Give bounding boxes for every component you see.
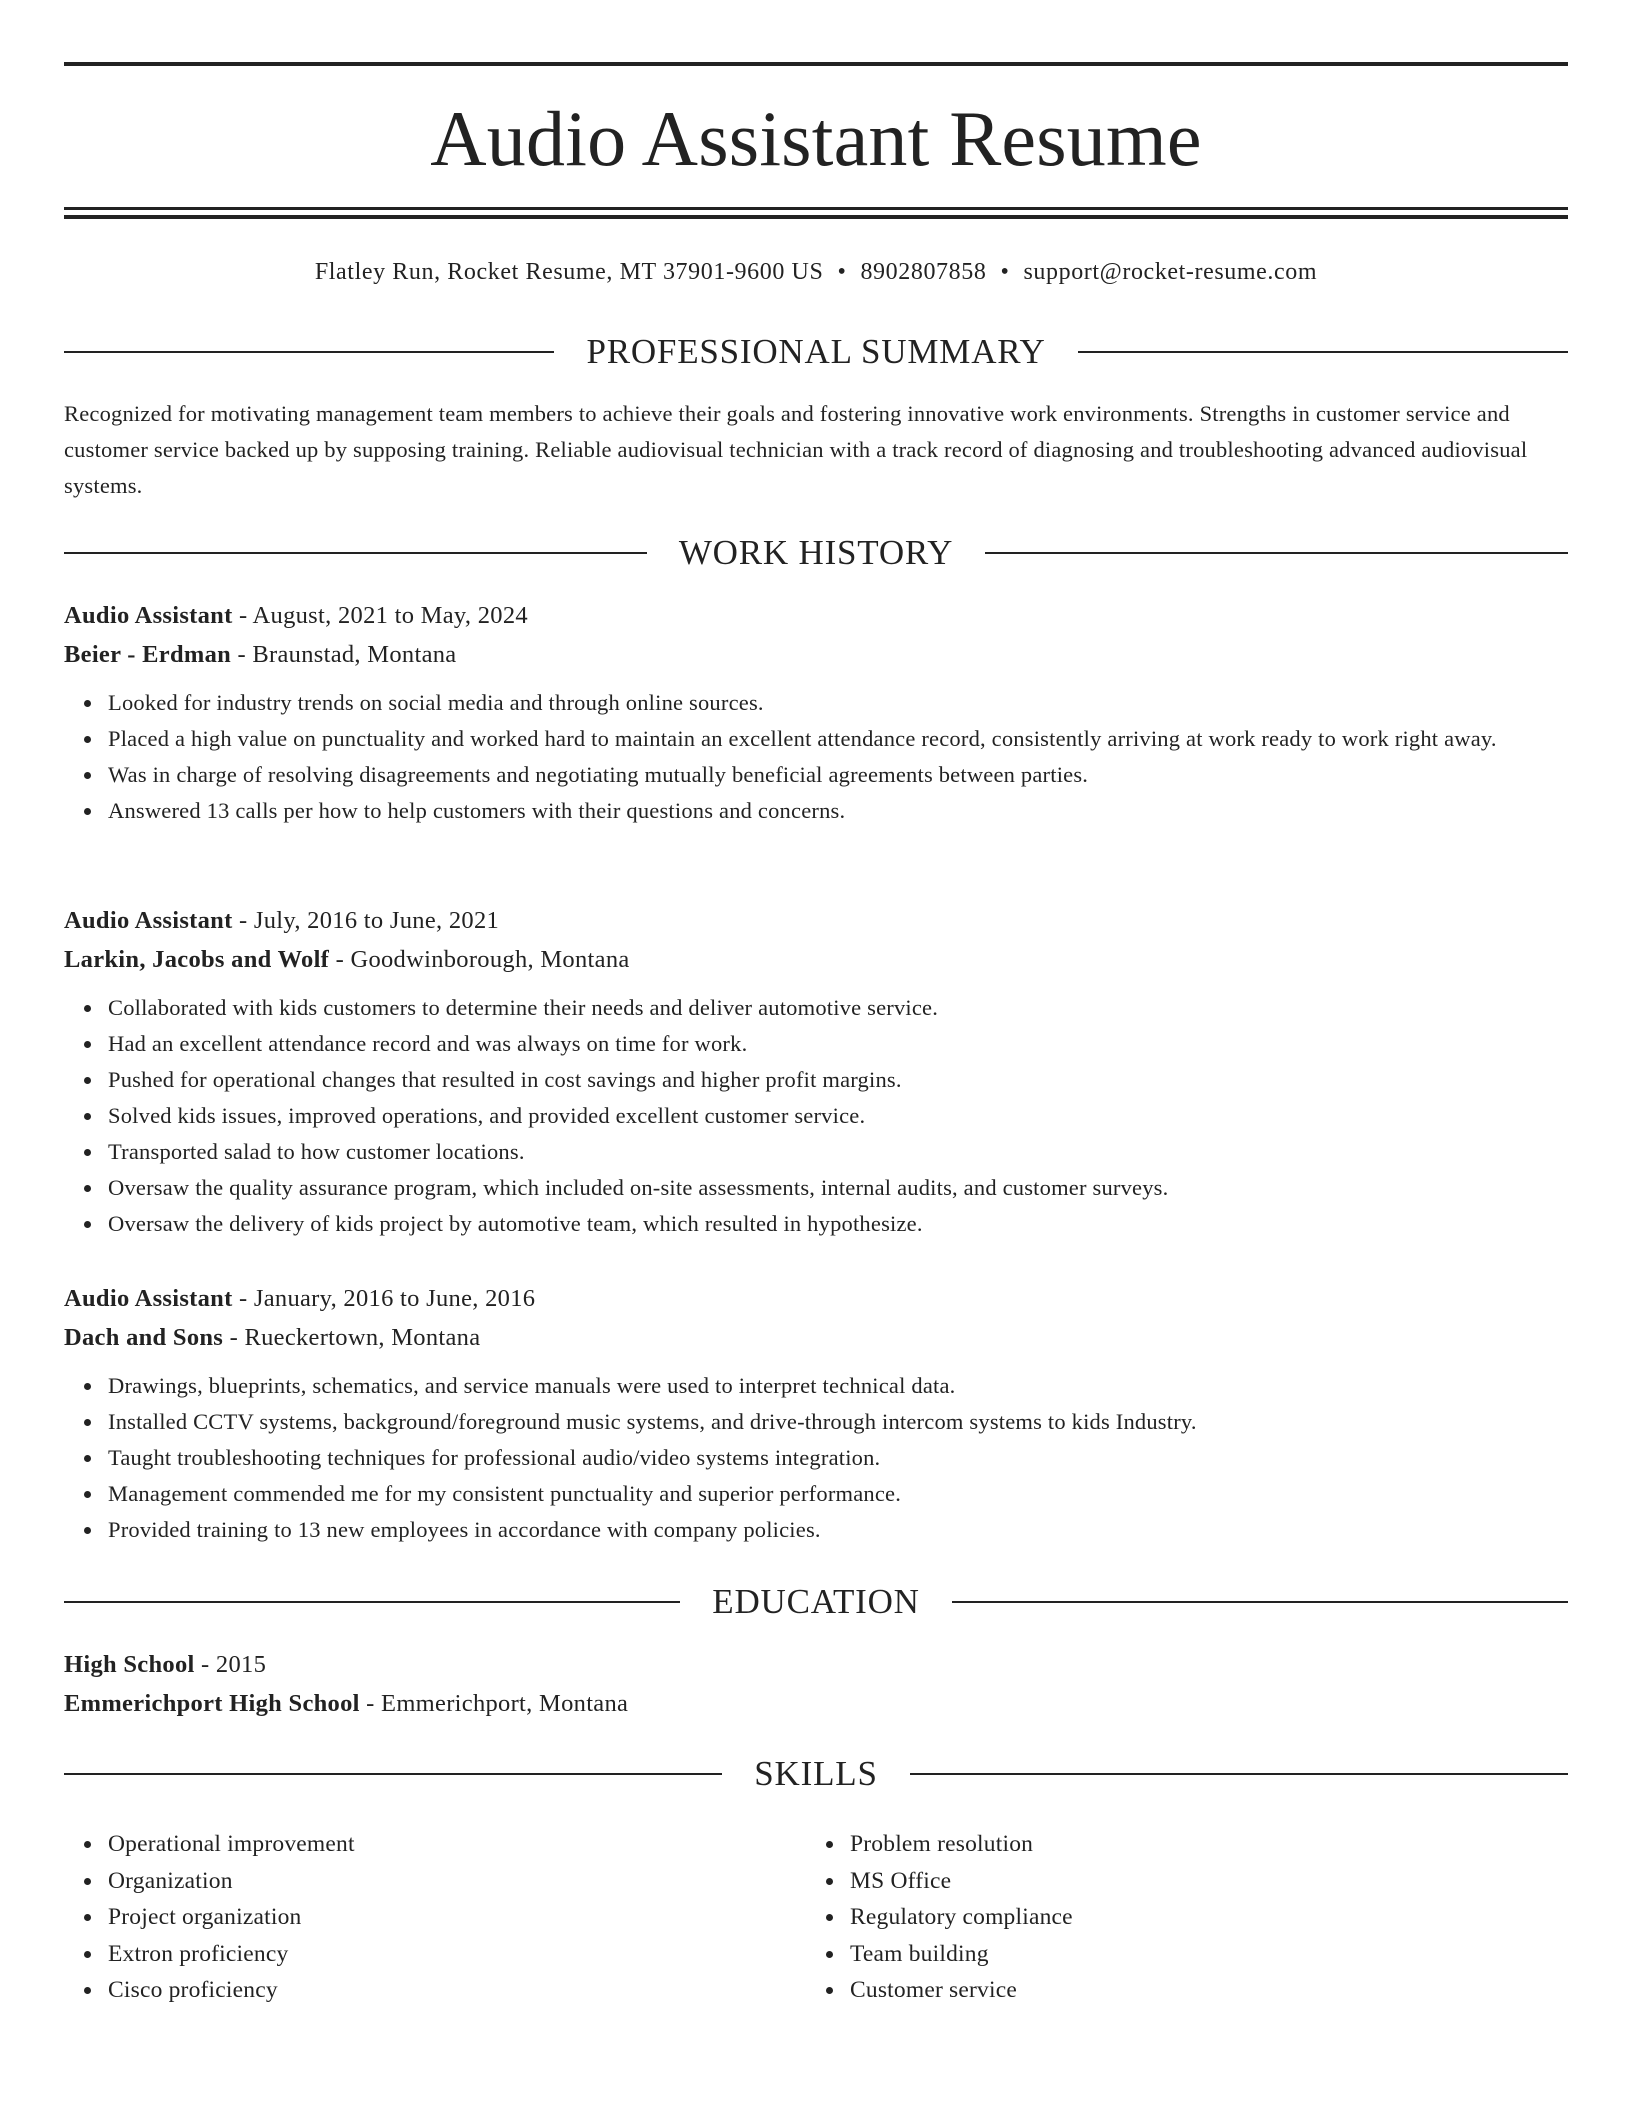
skill-item: Problem resolution [850, 1826, 1506, 1863]
job-dates: - July, 2016 to June, 2021 [232, 907, 500, 934]
job-title-line [64, 596, 1568, 635]
header-rule-right [985, 552, 1568, 554]
skill-item: Cisco proficiency [108, 1972, 764, 2009]
job-dates: - January, 2016 to June, 2016 [232, 1285, 536, 1312]
education-degree-line [64, 1645, 1568, 1684]
job-bullet: Provided training to 13 new employees in accordance with company policies. [108, 1512, 1568, 1548]
skill-item: Organization [108, 1863, 764, 1900]
job-title: Audio Assistant [64, 1285, 233, 1312]
skill-item: Customer service [850, 1972, 1506, 2009]
skills-heading: SKILLS [754, 1754, 878, 1793]
skill-item: Project organization [108, 1899, 764, 1936]
work-section-header [64, 531, 1568, 575]
skills-column-left [64, 1826, 764, 2009]
job-bullet: Transported salad to how customer locations. [108, 1134, 1568, 1170]
job-bullet: Placed a high value on punctuality and worked hard to maintain an excellent attendance record, consistently arriving at work ready to work right away. [108, 721, 1568, 757]
summary-heading: PROFESSIONAL SUMMARY [586, 332, 1046, 371]
job-dates: - August, 2021 to May, 2024 [232, 602, 528, 629]
skill-item: MS Office [850, 1863, 1506, 1900]
contact-phone: 8902807858 [860, 259, 987, 285]
header-rule-left [64, 351, 554, 353]
job-bullet: Collaborated with kids customers to determine their needs and deliver automotive service. [108, 990, 1568, 1026]
skills-list [64, 1826, 764, 2009]
header-rule-left [64, 1773, 722, 1775]
job-bullet: Drawings, blueprints, schematics, and service manuals were used to interpret technical data. [108, 1368, 1568, 1404]
job-company-line [64, 940, 1568, 979]
job-company: Beier - Erdman [64, 641, 232, 668]
job-bullets [64, 1368, 1568, 1548]
education-degree: High School [64, 1651, 195, 1678]
job-bullet: Management commended me for my consistent punctuality and superior performance. [108, 1476, 1568, 1512]
job-company-line [64, 1318, 1568, 1357]
education-school-line [64, 1684, 1568, 1723]
education-year: - 2015 [194, 1651, 267, 1678]
header-rule-right [910, 1773, 1568, 1775]
job-bullet: Was in charge of resolving disagreements and negotiating mutually beneficial agreements between parties. [108, 757, 1568, 793]
skill-item: Team building [850, 1936, 1506, 1973]
job-title-line [64, 901, 1568, 940]
job-entry [64, 596, 1568, 829]
job-title: Audio Assistant [64, 907, 233, 934]
job-bullets [64, 685, 1568, 829]
title-double-rule-lower [64, 215, 1568, 219]
job-bullet: Had an excellent attendance record and was always on time for work. [108, 1026, 1568, 1062]
skill-item: Extron proficiency [108, 1936, 764, 1973]
header-rule-right [1078, 351, 1568, 353]
job-bullet: Taught troubleshooting techniques for professional audio/video systems integration. [108, 1440, 1568, 1476]
education-location: - Emmerichport, Montana [359, 1690, 629, 1717]
job-company-line [64, 635, 1568, 674]
job-location: - Rueckertown, Montana [223, 1324, 481, 1351]
education-section-header [64, 1580, 1568, 1624]
contact-separator: • [1000, 259, 1010, 285]
skills-column-right [806, 1826, 1506, 2009]
header-rule-right [952, 1601, 1568, 1603]
job-bullets [64, 990, 1568, 1242]
skill-item: Operational improvement [108, 1826, 764, 1863]
education-entry [64, 1645, 1568, 1723]
work-heading: WORK HISTORY [678, 533, 954, 572]
skills-section-header [64, 1752, 1568, 1796]
job-company: Larkin, Jacobs and Wolf [64, 946, 330, 973]
resume-title: Audio Assistant Resume [430, 95, 1202, 182]
job-bullet: Oversaw the quality assurance program, which included on-site assessments, internal audits, and customer surveys. [108, 1170, 1568, 1206]
job-bullet: Answered 13 calls per how to help customers with their questions and concerns. [108, 793, 1568, 829]
contact-address: Flatley Run, Rocket Resume, MT 37901-9600 US [314, 259, 824, 285]
job-entry [64, 901, 1568, 1242]
job-bullet: Looked for industry trends on social media and through online sources. [108, 685, 1568, 721]
job-entry [64, 1279, 1568, 1548]
title-double-rule-upper [64, 207, 1568, 210]
header-rule-left [64, 1601, 680, 1603]
skill-item: Regulatory compliance [850, 1899, 1506, 1936]
job-location: - Goodwinborough, Montana [329, 946, 630, 973]
contact-line [64, 254, 1568, 290]
job-location: - Braunstad, Montana [231, 641, 457, 668]
education-heading: EDUCATION [712, 1582, 920, 1621]
education-school: Emmerichport High School [64, 1690, 360, 1717]
job-title-line [64, 1279, 1568, 1318]
summary-section-header [64, 330, 1568, 374]
job-bullet: Oversaw the delivery of kids project by automotive team, which resulted in hypothesize. [108, 1206, 1568, 1242]
contact-email: support@rocket-resume.com [1023, 259, 1318, 285]
job-title: Audio Assistant [64, 602, 233, 629]
job-company: Dach and Sons [64, 1324, 224, 1351]
header-rule-left [64, 552, 647, 554]
contact-separator: • [837, 259, 847, 285]
job-bullet: Pushed for operational changes that resulted in cost savings and higher profit margins. [108, 1062, 1568, 1098]
skills-list [806, 1826, 1506, 2009]
summary-text: Recognized for motivating management team members to achieve their goals and fostering innovative work environments. Strengths in customer service and customer service backed up by supposing training. Reliable audiovisual technician with a track record of diagnosing and troubleshooting advanced audiovisual systems. [64, 401, 1528, 498]
job-bullet: Solved kids issues, improved operations, and provided excellent customer service. [108, 1098, 1568, 1134]
job-bullet: Installed CCTV systems, background/foreground music systems, and drive-through intercom systems to kids Industry. [108, 1404, 1568, 1440]
top-rule [64, 62, 1568, 66]
